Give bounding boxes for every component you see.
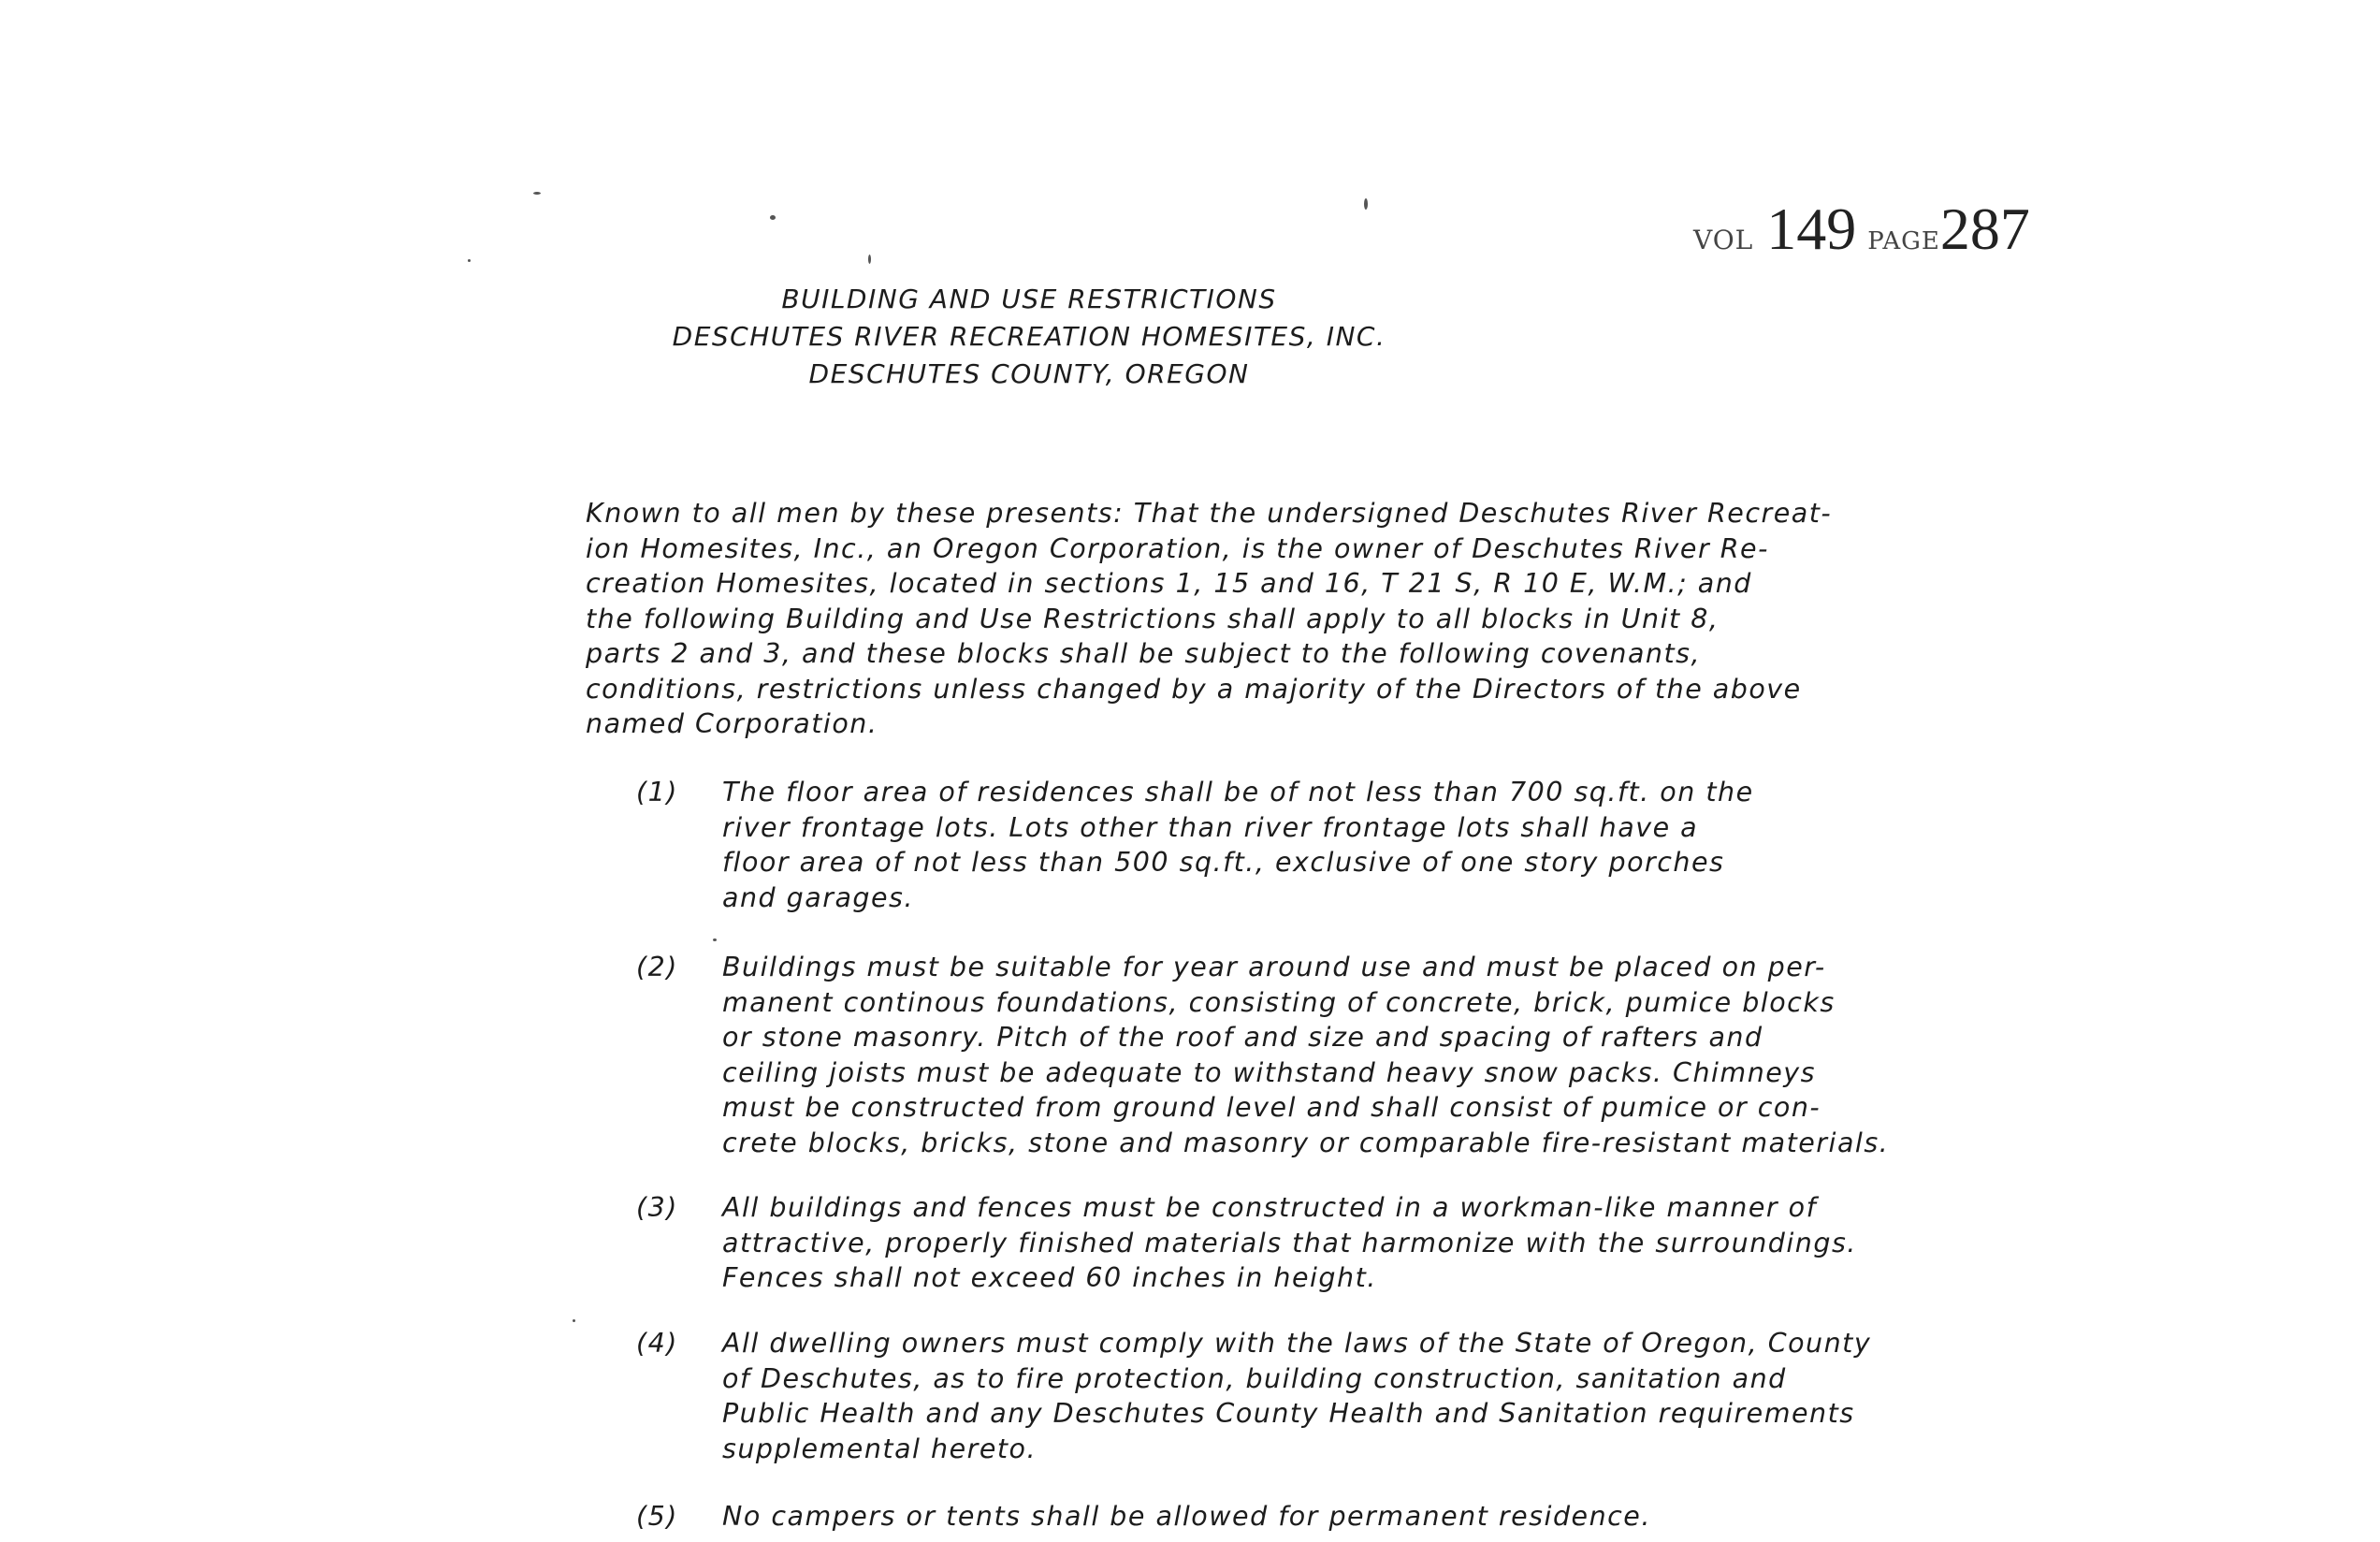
scan-speck (868, 255, 871, 264)
restriction-line: must be constructed from ground level and shall consist of pumice or con- (722, 1092, 1821, 1123)
restriction-line: floor area of not less than 500 sq.ft., exclusive of one story porches (722, 847, 1725, 878)
restriction-line: river frontage lots. Lots other than river frontage lots shall have a (722, 811, 1699, 843)
title-line: DESCHUTES COUNTY, OREGON (808, 358, 1250, 389)
page-number: 287 (1939, 196, 2030, 262)
restriction-text (722, 1190, 1857, 1296)
restriction-line: supplemental hereto. (722, 1433, 1038, 1464)
restriction-line: All buildings and fences must be constructed in a workman-like manner of (722, 1192, 1818, 1223)
scan-speck (468, 259, 471, 262)
title-line: BUILDING AND USE RESTRICTIONS (781, 284, 1277, 314)
intro-line: parts 2 and 3, and these blocks shall be subject to the following covenants, (586, 638, 1702, 669)
scan-speck (713, 938, 717, 941)
restriction-line: Fences shall not exceed 60 inches in height. (722, 1262, 1377, 1293)
scan-speck (1364, 198, 1368, 210)
restriction-text (722, 950, 1889, 1160)
intro-line: named Corporation. (586, 708, 878, 739)
restriction-number: (1) (636, 777, 678, 807)
volume-label: VOL (1693, 225, 1754, 255)
intro-line: conditions, restrictions unless changed by a majority of the Directors of the above (586, 673, 1802, 705)
restriction-number: (4) (636, 1328, 678, 1359)
volume-number: 149 (1766, 196, 1857, 262)
page-label: PAGE (1867, 227, 1940, 255)
restriction-text (722, 1499, 1651, 1535)
restriction-line: No campers or tents shall be allowed for permanent residence. (722, 1501, 1651, 1532)
restriction-line: All dwelling owners must comply with the laws of the State of Oregon, County (722, 1328, 1872, 1359)
intro-line: the following Building and Use Restrictions shall apply to all blocks in Unit 8, (586, 603, 1720, 634)
recording-reference (1693, 195, 2041, 264)
intro-line: Known to all men by these presents: That the undersigned Deschutes River Recreat- (586, 498, 1833, 529)
restriction-number: (5) (636, 1501, 678, 1532)
restriction-line: and garages. (722, 881, 914, 913)
restriction-line: crete blocks, bricks, stone and masonry or comparable fire-resistant materials. (722, 1127, 1890, 1158)
document-title (468, 281, 1590, 393)
restriction-line: manent continous foundations, consisting of concrete, brick, pumice blocks (722, 986, 1836, 1018)
intro-paragraph (586, 496, 1832, 742)
scan-speck (573, 1319, 575, 1322)
restriction-line: attractive, properly finished materials that harmonize with the surroundings. (722, 1227, 1857, 1258)
restriction-line: ceiling joists must be adequate to withstand heavy snow packs. Chimneys (722, 1056, 1817, 1088)
restriction-text (722, 1326, 1871, 1466)
restriction-number: (2) (636, 952, 678, 982)
restriction-line: The floor area of residences shall be of not less than 700 sq.ft. on the (722, 777, 1754, 807)
intro-line: creation Homesites, located in sections 1, 15 and 16, T 21 S, R 10 E, W.M.; and (586, 568, 1752, 599)
intro-line: ion Homesites, Inc., an Oregon Corporation, is the owner of Deschutes River Re- (586, 532, 1769, 564)
title-line: DESCHUTES RIVER RECREATION HOMESITES, INC. (672, 321, 1386, 352)
restriction-line: or stone masonry. Pitch of the roof and size and spacing of rafters and (722, 1022, 1763, 1053)
scan-speck (770, 215, 776, 220)
restriction-text (722, 775, 1754, 915)
restriction-number: (3) (636, 1192, 678, 1223)
restriction-line: Public Health and any Deschutes County Health and Sanitation requirements (722, 1398, 1855, 1429)
restriction-line: Buildings must be suitable for year around use and must be placed on per- (722, 952, 1826, 982)
restriction-line: of Deschutes, as to fire protection, building construction, sanitation and (722, 1362, 1787, 1394)
scan-speck (533, 192, 541, 195)
